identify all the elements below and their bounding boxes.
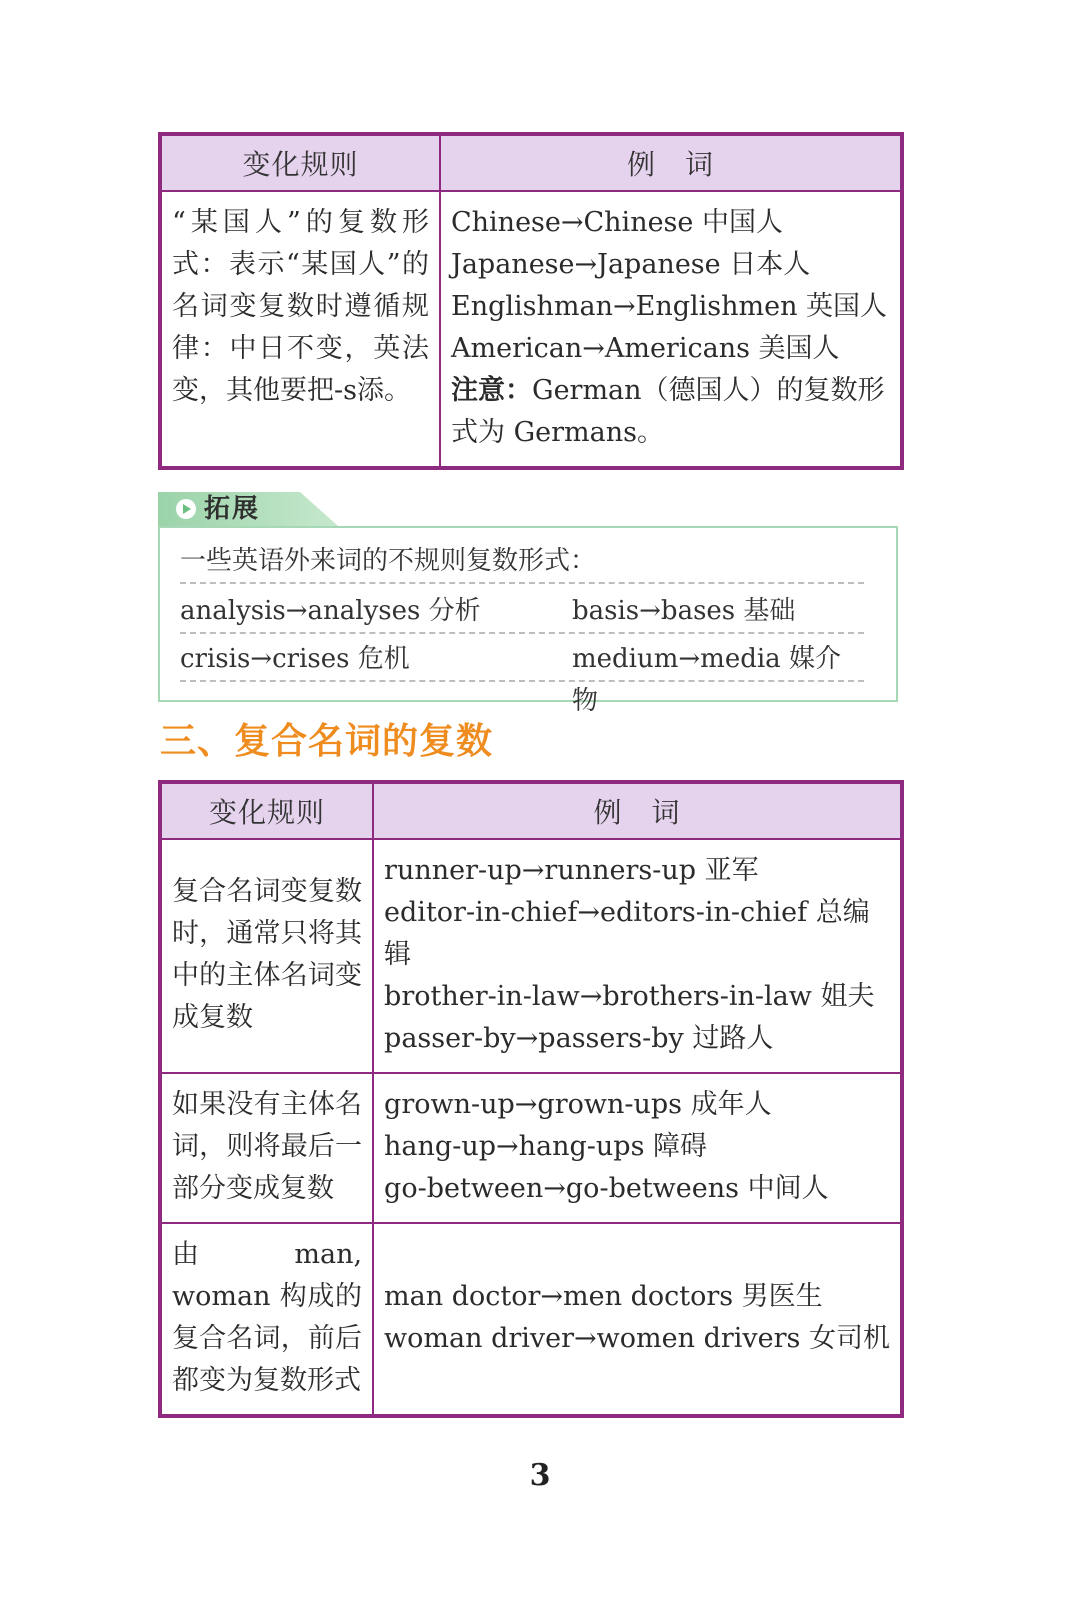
note-text: German（德国人）的复数形式为 Germans。 [451,375,885,448]
table-row [160,191,902,468]
example-line: editor-in-chief→editors-in-chief 总编辑 [384,897,870,970]
extension-item: analysis→analyses 分析 [180,596,481,626]
example-line: go-between→go-betweens 中间人 [384,1173,829,1204]
header-rule: 变化规则 [160,782,373,839]
example-line: hang-up→hang-ups 障碍 [384,1131,708,1162]
note-label: 注意： [451,375,532,406]
example-cell [373,1073,902,1223]
page-number: 3 [529,1458,551,1493]
header-rule: 变化规则 [160,134,440,191]
example-line: Englishman→Englishmen 英国人 [451,291,888,322]
header-example: 例 词 [440,134,902,191]
example-line: American→Americans 美国人 [451,333,840,364]
table-row [160,1073,902,1223]
rule-cell: 复合名词变复数时，通常只将其中的主体名词变成复数 [160,839,373,1073]
section-title: 三、复合名词的复数 [160,721,494,762]
rule-cell: “某国人”的复数形式：表示“某国人”的名词变复数时遵循规律：中日不变，英法变，其他要把-s添。 [160,191,440,468]
note-line [451,370,890,454]
example-line: Chinese→Chinese 中国人 [451,207,783,238]
example-line: man doctor→men doctors 男医生 [384,1281,823,1312]
example-cell [373,1223,902,1416]
table-row [160,839,902,1073]
rule-cell: 由 man, woman 构成的复合名词，前后都变为复数形式 [160,1223,373,1416]
table-row [160,1223,902,1416]
extension-item: basis→bases 基础 [572,596,796,626]
table-header-row [160,782,902,839]
example-line: woman driver→women drivers 女司机 [384,1323,890,1354]
example-line: grown-up→grown-ups 成年人 [384,1089,772,1120]
extension-label: 拓展 [204,494,261,524]
example-line: runner-up→runners-up 亚军 [384,855,759,886]
example-line: passer-by→passers-by 过路人 [384,1023,774,1054]
nationality-plural-table [158,132,904,470]
example-line: brother-in-law→brothers-in-law 姐夫 [384,981,875,1012]
table-header-row [160,134,902,191]
extension-item: medium→media 媒介物 [572,644,841,716]
example-cell [440,191,902,468]
header-example: 例 词 [373,782,902,839]
example-line: Japanese→Japanese 日本人 [451,249,811,280]
example-cell [373,839,902,1073]
extension-item: crisis→crises 危机 [180,644,410,674]
extension-intro: 一些英语外来词的不规则复数形式： [180,540,864,584]
rule-cell: 如果没有主体名词，则将最后一部分变成复数 [160,1073,373,1223]
compound-noun-plural-table [158,780,904,1418]
extension-row [180,638,864,716]
play-circle-icon [176,499,196,519]
extension-row [180,590,864,634]
